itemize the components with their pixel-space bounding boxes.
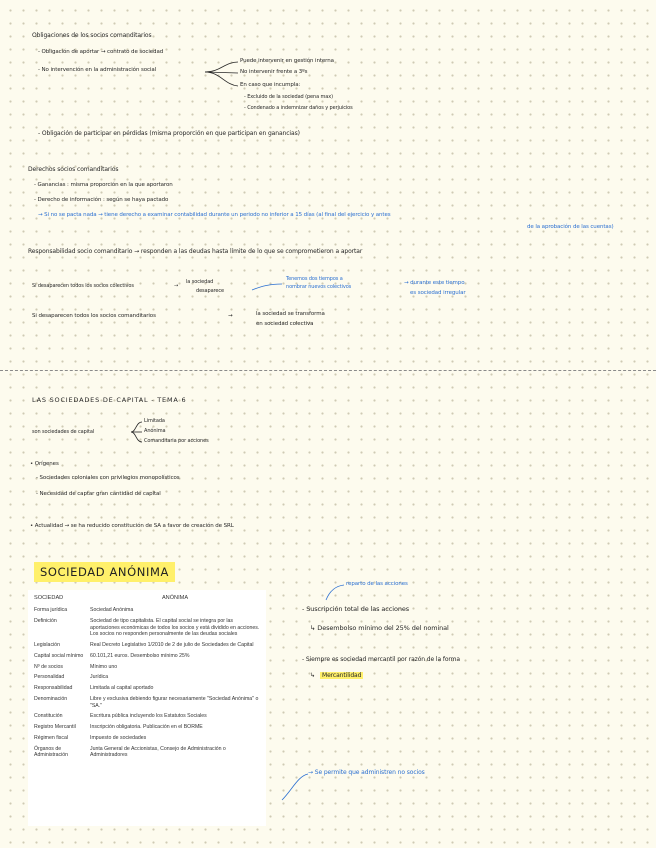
- table-cell-value: 60.101,21 euros. Desembolso mínimo 25%: [90, 652, 190, 659]
- son-sociedades-capital: son sociedades de capital: [32, 429, 95, 435]
- tema-title: LAS SOCIEDADES DE CAPITAL - TEMA 6: [32, 396, 187, 404]
- mercantilidad-arrow: ↳: [310, 672, 315, 679]
- sociedad-desaparece-a: la sociedad: [186, 279, 214, 285]
- blue-arrow-desap: [252, 284, 282, 290]
- branch-frente-terceros: No intervenir frente a 3ºs: [240, 69, 308, 75]
- table-cell-value: Sociedad de tipo capitalista. El capital social se integra por las aportaciones económicas de todos los socios y está dividido en acciones. Los socios no responden personalmente de las deudas sociales: [90, 617, 260, 638]
- table-cell-value: Limitada al capital aportado: [90, 685, 154, 691]
- table-cell-label: Registro Mercantil: [34, 724, 76, 730]
- origen-coloniales: - Sociedades coloniales con privilegios monopolísticos: [36, 475, 180, 481]
- table-cell-label: Forma jurídica: [34, 607, 68, 613]
- branch-gestion-interna: Puede intervenir en gestión interna: [240, 58, 334, 64]
- sociedad-irregular-a: → durante este tiempo: [404, 280, 465, 286]
- table-cell-value: Mínimo uno: [90, 663, 118, 670]
- table-row: [32, 711, 262, 722]
- table-cell-label: Personalidad: [34, 674, 65, 681]
- table-cell-label: Legislación: [34, 642, 60, 648]
- arrow-1: →: [174, 283, 179, 289]
- sociedad-mercantil: - Siempre es sociedad mercantil por razón de la forma: [302, 656, 461, 663]
- section-divider: [0, 370, 656, 371]
- arrow-2: →: [228, 313, 233, 319]
- table-cell-value: Real Decreto Legislativo 1/2010 de 2 de julio de Sociedades de Capital: [90, 642, 254, 648]
- table-cell-value: Impuesto de sociedades: [90, 734, 147, 741]
- table-row: [32, 605, 262, 616]
- actualidad: • Actualidad → se ha reducido constitución de SA a favor de creación de SRL: [30, 523, 234, 529]
- dos-tiempos-b: nombrar nuevos colectivos: [286, 284, 352, 290]
- obligaciones-title: Obligaciones de los socios comanditarios: [32, 32, 152, 39]
- table-cell-label: Órganos de Administración: [34, 745, 69, 759]
- origen-capital: - Necesidad de captar gran cantidad de capital: [36, 491, 161, 497]
- table-row: [32, 694, 262, 712]
- obligacion-perdidas: - Obligación de participar en pérdidas (misma proporción en que participan en ganancias): [38, 130, 300, 137]
- sa-table-card: [28, 590, 266, 826]
- derecho-informacion: - Derecho de información : según se haya pactado: [34, 197, 169, 203]
- blue-arrow-admin: [282, 774, 308, 800]
- table-row: [32, 722, 262, 733]
- sub-excluido: - Excluido de la sociedad (pena max): [244, 94, 333, 100]
- desembolso-minimo: ↳ Desembolso mínimo del 25% del nominal: [310, 624, 449, 632]
- table-cell-label: Definición: [34, 617, 57, 624]
- table-cell-value: Libre y exclusiva debiendo figurar necesariamente "Sociedad Anónima" o "SA.": [90, 695, 259, 709]
- table-row: [32, 662, 262, 673]
- sociedad-desaparece-b: desaparece: [196, 288, 225, 294]
- obligacion-aportar: - Obligación de aportar → contrato de sociedad: [38, 49, 164, 55]
- tipo-anonima: Anónima: [144, 428, 166, 434]
- sociedad-anonima-title: SOCIEDAD ANÓNIMA: [34, 562, 175, 582]
- table-row: [32, 640, 262, 651]
- no-intervencion: - No intervención en la administración social: [38, 67, 157, 73]
- mercantilidad-text: Mercantilidad: [322, 672, 362, 679]
- suscripcion-total: - Suscripción total de las acciones: [302, 605, 410, 613]
- desaparecen-comanditarios: Si desaparecen todos los socios comanditarios: [32, 313, 156, 319]
- sociedad-irregular-b: es sociedad irregular: [410, 290, 466, 296]
- desaparecen-colectivos: Si desaparecen todos los socios colectivos: [32, 283, 134, 289]
- sa-table: [32, 594, 262, 761]
- dos-tiempos-a: Tenemos dos tiempos a: [286, 276, 343, 282]
- table-cell-label: Régimen fiscal: [34, 734, 69, 741]
- table-row: [32, 651, 262, 662]
- derecho-ganancias: - Ganancias : misma proporción en la que aportaron: [34, 182, 173, 188]
- table-body: [32, 605, 262, 761]
- transforma-colectiva-a: la sociedad se transforma: [256, 311, 325, 317]
- table-row: [32, 683, 262, 694]
- derechos-title: Derechos socios comanditarios: [28, 166, 119, 173]
- table-cell-label: Nº de socios: [34, 663, 63, 670]
- derecho-contabilidad-cont: de la aprobación de las cuentas): [527, 224, 614, 230]
- reparto-acciones: reparto de las acciones: [346, 581, 408, 587]
- administren-no-socios: → Se permite que administren no socios: [308, 769, 425, 776]
- table-header-sociedad: SOCIEDAD: [34, 595, 64, 601]
- table-header-anonima: ANÓNIMA: [161, 595, 189, 601]
- tipo-comanditaria: Comanditaria por acciones: [144, 438, 209, 444]
- table-row: [32, 744, 262, 762]
- derecho-contabilidad: → Si no se pacta nada → tiene derecho a examinar contabilidad durante un periodo no inferior a 15 días (al final del ejercicio y antes: [38, 212, 391, 218]
- table-cell-value: Escritura pública incluyendo los Estatutos Sociales: [90, 713, 207, 720]
- table-cell-value: Jurídica: [90, 674, 109, 681]
- table-cell-value: Inscripción obligatoria. Publicación en el BORME: [90, 724, 203, 730]
- table-cell-label: Denominación: [34, 695, 68, 702]
- mercantilidad-highlight: [320, 673, 363, 679]
- table-row: [32, 672, 262, 683]
- branch-line-1: [205, 62, 238, 72]
- responsabilidad-comanditario: Responsabilidad socio comanditario → responden a las deudas hasta límite de lo que se comprometieron a aportar: [28, 248, 363, 255]
- table-header-row: [32, 594, 262, 605]
- table-cell-value: Sociedad Anónima: [90, 607, 134, 613]
- cap-branch-3: [131, 432, 142, 442]
- blue-arrow-reparto: [326, 585, 344, 600]
- cap-branch-1: [131, 422, 142, 432]
- table-row: [32, 733, 262, 744]
- table-row: [32, 616, 262, 640]
- branch-incumpla: En caso que incumpla:: [240, 82, 301, 88]
- transforma-colectiva-b: en sociedad colectiva: [256, 321, 314, 327]
- table-cell-label: Constitución: [34, 713, 63, 720]
- table-cell-label: Capital social mínimo: [34, 652, 84, 659]
- origenes-heading: • Orígenes: [30, 461, 59, 467]
- tipo-limitada: Limitada: [144, 418, 165, 424]
- sub-condenado: - Condenado a indemnizar daños y perjuicios: [244, 105, 353, 111]
- table-cell-value: Junta General de Accionistas, Consejo de Administración o Administradores: [90, 745, 226, 759]
- table-cell-label: Responsabilidad: [34, 685, 73, 691]
- branch-line-3: [205, 72, 238, 86]
